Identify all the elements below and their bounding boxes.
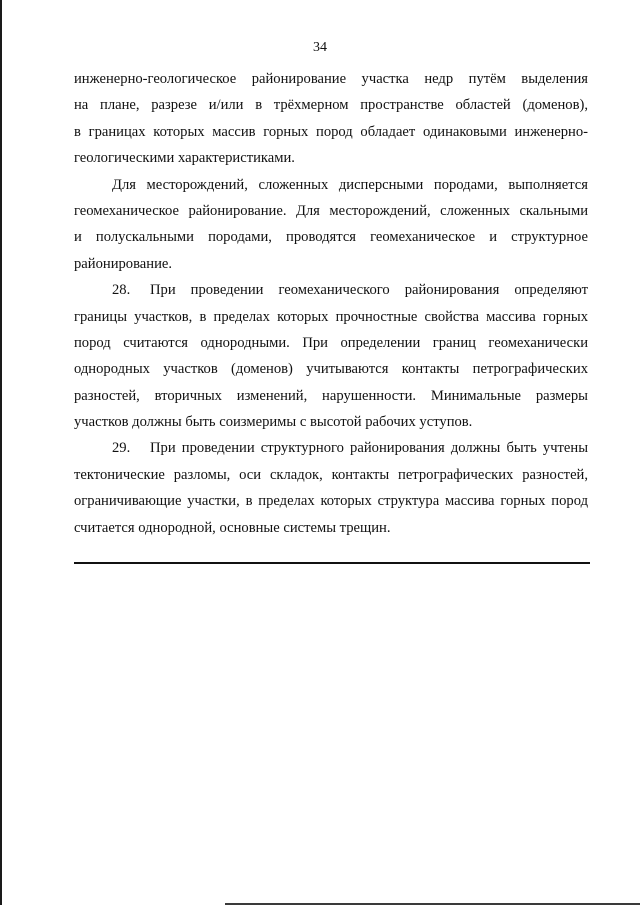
text-line: границы участков, в пределах которых прочностные свойства массива горных	[74, 308, 588, 325]
text-line	[74, 277, 588, 303]
body-text	[74, 66, 588, 541]
paragraph-number: 28.	[112, 282, 131, 299]
text-line: однородных участков (доменов) учитываются контакты петрографических	[74, 361, 588, 378]
paragraph-number: 29.	[112, 440, 131, 457]
text-line: считается однородной, основные системы трещин.	[74, 519, 391, 536]
text-line: разностей, вторичных изменений, нарушенности. Минимальные размеры	[74, 387, 588, 404]
paragraph-28	[74, 277, 588, 435]
text-line: ограничивающие участки, в пределах которых структура массива горных пород	[74, 493, 588, 510]
text-line: тектонические разломы, оси складок, контакты петрографических разностей,	[74, 466, 588, 483]
paragraph-29	[74, 435, 588, 541]
scan-edge-left	[0, 0, 2, 905]
text-line: геомеханическое районирование. Для месторождений, сложенных скальными	[74, 202, 588, 219]
text-line-content: При проведении геомеханического районирования определяют	[150, 282, 588, 299]
paragraph-continuation	[74, 66, 588, 172]
text-line-content: При проведении структурного районирования должны быть учтены	[150, 440, 588, 457]
text-line	[74, 435, 588, 461]
text-line: районирование.	[74, 255, 173, 272]
text-line: Для месторождений, сложенных дисперсными породами, выполняется	[112, 176, 588, 193]
text-line: инженерно-геологическое районирование участка недр путём выделения	[74, 71, 588, 87]
page-number: 34	[313, 40, 327, 55]
text-line: на плане, разрезе и/или в трёхмерном пространстве областей (доменов),	[74, 97, 588, 114]
paragraph-deposits	[74, 172, 588, 278]
text-line: пород считаются однородными. При определении границ геомеханически	[74, 334, 588, 351]
text-line: геологическими характеристиками.	[74, 150, 295, 167]
text-line: и полускальными породами, проводятся геомеханическое и структурное	[74, 229, 588, 246]
text-line: участков должны быть соизмеримы с высотой рабочих уступов.	[74, 414, 473, 431]
text-line: в границах которых массив горных пород обладает одинаковыми инженерно-	[74, 123, 588, 140]
end-of-section-rule	[74, 562, 590, 564]
